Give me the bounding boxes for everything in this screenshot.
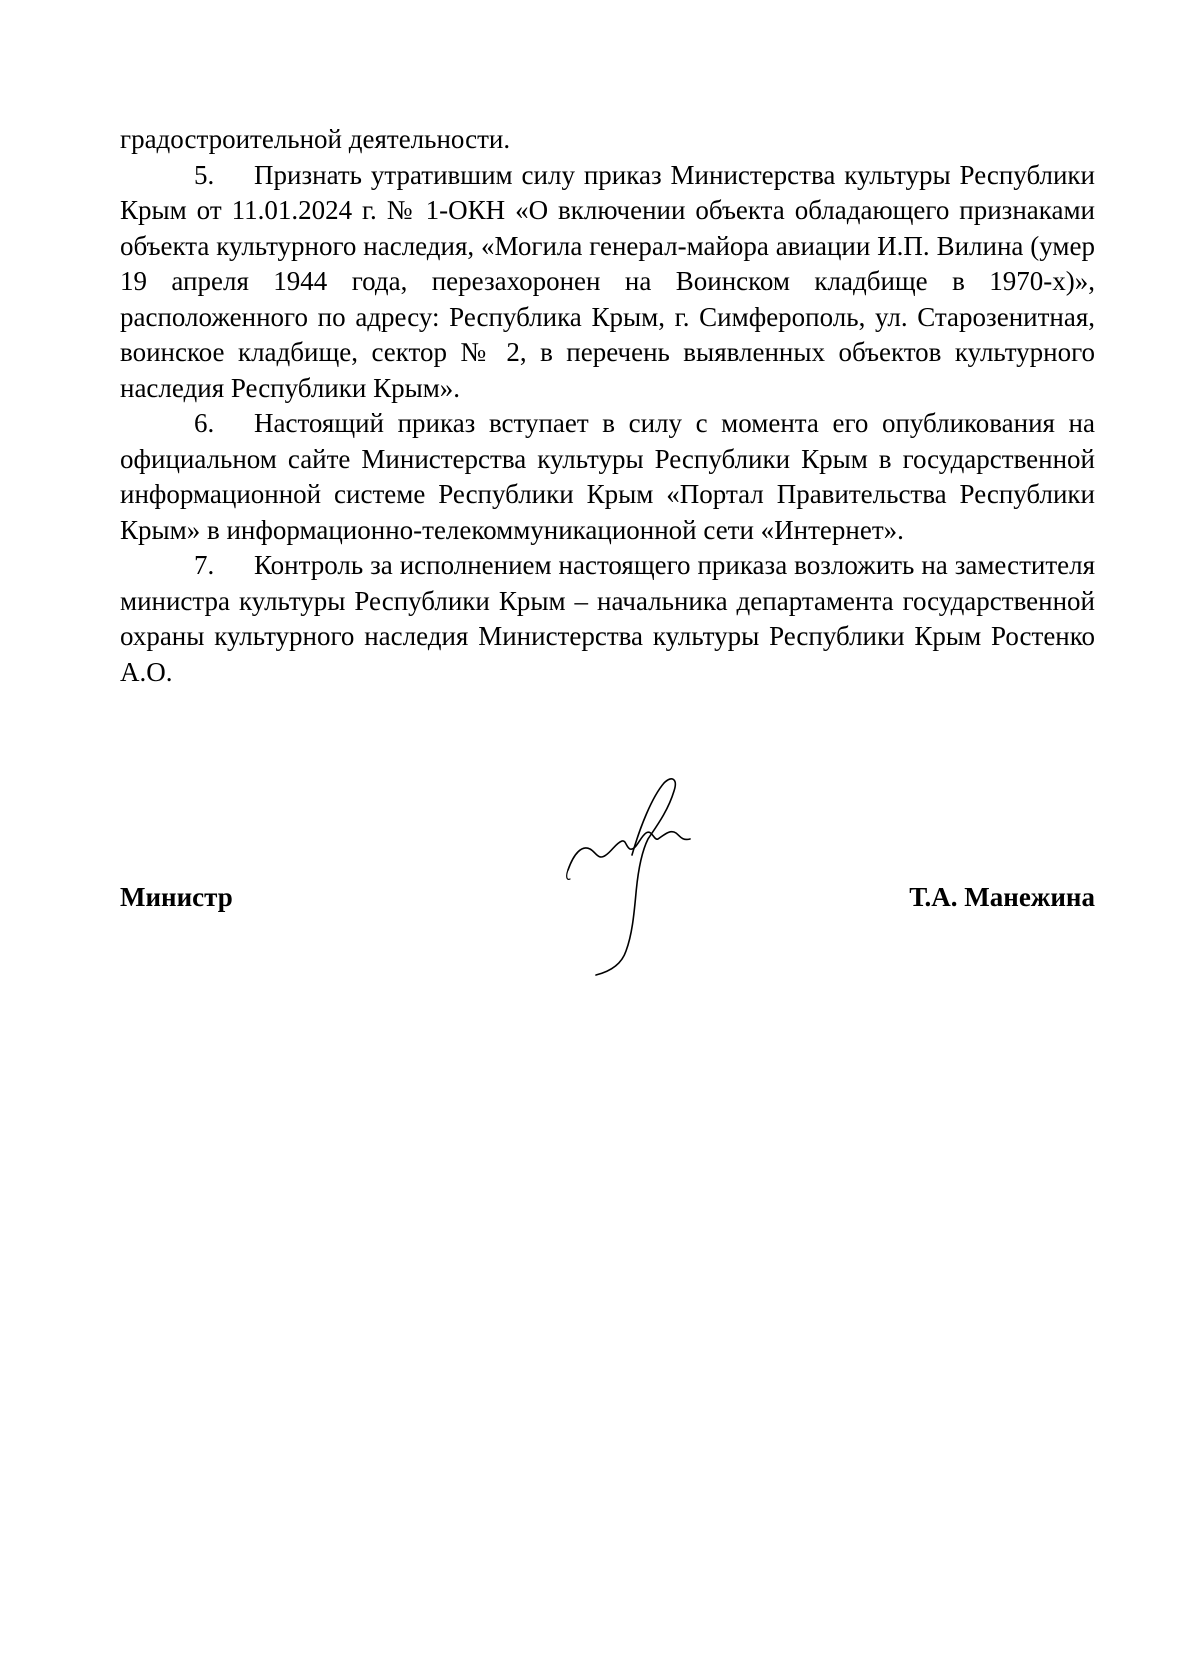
item-text: Настоящий приказ вступает в силу с момента его опубликования на официальном сайте Министерства культуры Республики Крым в государственной информационной системе Республики Крым «Портал Правительства Республики Крым» в информационно-телекоммуникационной сети «Интернет». [120, 408, 1095, 545]
item-7 [120, 548, 1095, 690]
document-body [120, 122, 1095, 690]
item-text: Контроль за исполнением настоящего приказа возложить на заместителя министра культуры Республики Крым – начальника департамента государственной охраны культурного наследия Министерства культуры Республики Крым Ростенко А.О. [120, 550, 1095, 687]
item-number: 6. [194, 408, 215, 438]
item-5 [120, 158, 1095, 407]
handwritten-signature [560, 775, 740, 995]
item-text: Признать утратившим силу приказ Министерства культуры Республики Крым от 11.01.2024 г. № 1-ОКН «О включении объекта обладающего признаками объекта культурного наследия, «Могила генерал-майора авиации И.П. Вилина (умер 19 апреля 1944 года, перезахоронен на Воинском кладбище в 1970-х)», расположенного по адресу: Республика Крым, г. Симферополь, ул. Старозенитная, воинское кладбище, сектор № 2, в перечень выявленных объектов культурного наследия Республики Крым». [120, 159, 1095, 403]
item-number: 5. [194, 159, 215, 190]
item-number: 7. [194, 550, 215, 580]
continuation-text: градостроительной деятельности. [120, 124, 511, 154]
signatory-name: Т.А. Манежина [909, 882, 1095, 912]
item-6 [120, 406, 1095, 548]
signatory-title: Министр [120, 882, 233, 912]
